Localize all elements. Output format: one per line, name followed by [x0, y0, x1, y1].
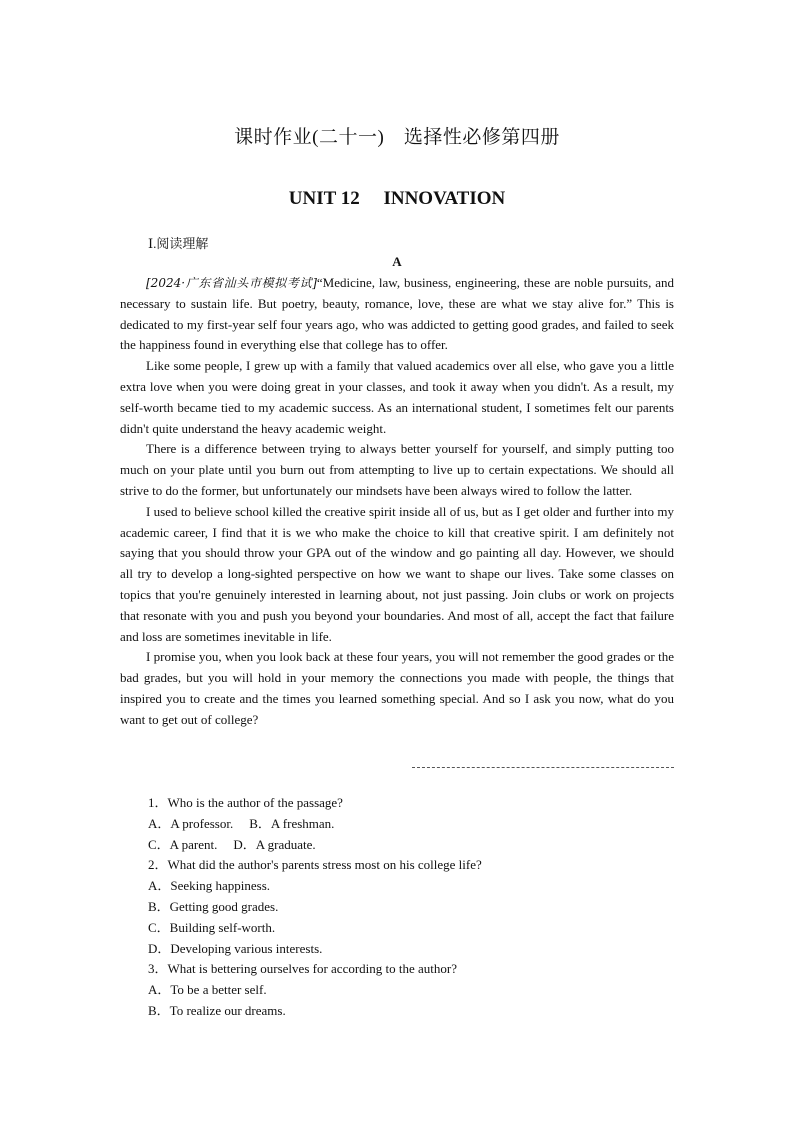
dashed-divider: [412, 767, 674, 768]
passage-source: [2024·广东省汕头市模拟考试]: [146, 276, 317, 290]
question-stem: 1．Who is the author of the passage?: [148, 795, 343, 810]
passage-paragraph-1: [120, 273, 674, 356]
option: C．A parent.: [148, 836, 218, 852]
passage-paragraph-2: Like some people, I grew up with a family that valued academics over all else, who gave you a little extra love when you were doing great in your classes, and took it away when you didn't. As a result, my self-worth became tied to my academic success. As an international student, I sometimes felt our parents didn't quite understand the heavy academic weight.: [120, 358, 674, 436]
reading-passage: [120, 273, 674, 731]
option: A．To be a better self.: [148, 982, 267, 998]
option-row: [148, 814, 668, 835]
page-title: 课时作业(二十一) 选择性必修第四册: [234, 127, 560, 148]
option: D．Developing various interests.: [148, 940, 323, 956]
option: A．Seeking happiness.: [148, 878, 271, 894]
question-list: [148, 793, 668, 1022]
paragraph-text: “Medicine, law, business, engineering, these are noble pursuits, and necessary to sustain life. But poetry, beauty, romance, love, these are what we stay alive for.” This is dedicated to my first-year self four years ago, who was addicted to getting good grades, and failed to seek the happiness found in everything else that college has to offer.: [120, 275, 674, 353]
section-label: Ⅰ.阅读理解: [148, 236, 209, 251]
option-row: [148, 835, 668, 856]
option: B．A freshman.: [249, 815, 335, 831]
question-stem: 2．What did the author's parents stress most on his college life?: [148, 857, 482, 873]
option: D．A graduate.: [233, 836, 316, 852]
passage-paragraph-3: There is a difference between trying to always better yourself for yourself, and simply putting too much on your plate until you burn out from attempting to live up to certain expectations. We should all strive to do the former, but unfortunately our mindsets have been always wired to follow the latter.: [120, 441, 674, 498]
passage-paragraph-5: I promise you, when you look back at these four years, you will not remember the good grades or the bad grades, but you will hold in your memory the connections you made with people, the things that inspired you to create and the times you learned something special. And so I ask you now, what do you want to get out of college?: [120, 649, 674, 727]
question-stem: 3．What is bettering ourselves for according to the author?: [148, 961, 458, 977]
option: C．Building self-worth.: [148, 919, 276, 935]
unit-heading: UNIT 12 INNOVATION: [288, 188, 506, 209]
passage-paragraph-4: I used to believe school killed the creative spirit inside all of us, but as I get older and further into my academic career, I find that it is we who make the choice to kill that creative spirit. I am definitely not saying that you should throw your GPA out of the window and go painting all day. However, we should all try to develop a long-sighted perspective on how we want to shape our lives. Take some classes on topics that you're genuinely interested in learning about, not just passing. Join clubs or work on projects that resonate with you and push you beyond your boundaries. And most of all, accept the fact that failure and loss are sometimes inevitable in life.: [120, 503, 674, 644]
option: B．Getting good grades.: [148, 898, 279, 914]
option: B．To realize our dreams.: [148, 1002, 286, 1018]
option: A．A professor.: [148, 815, 234, 831]
passage-letter: A: [392, 254, 402, 269]
